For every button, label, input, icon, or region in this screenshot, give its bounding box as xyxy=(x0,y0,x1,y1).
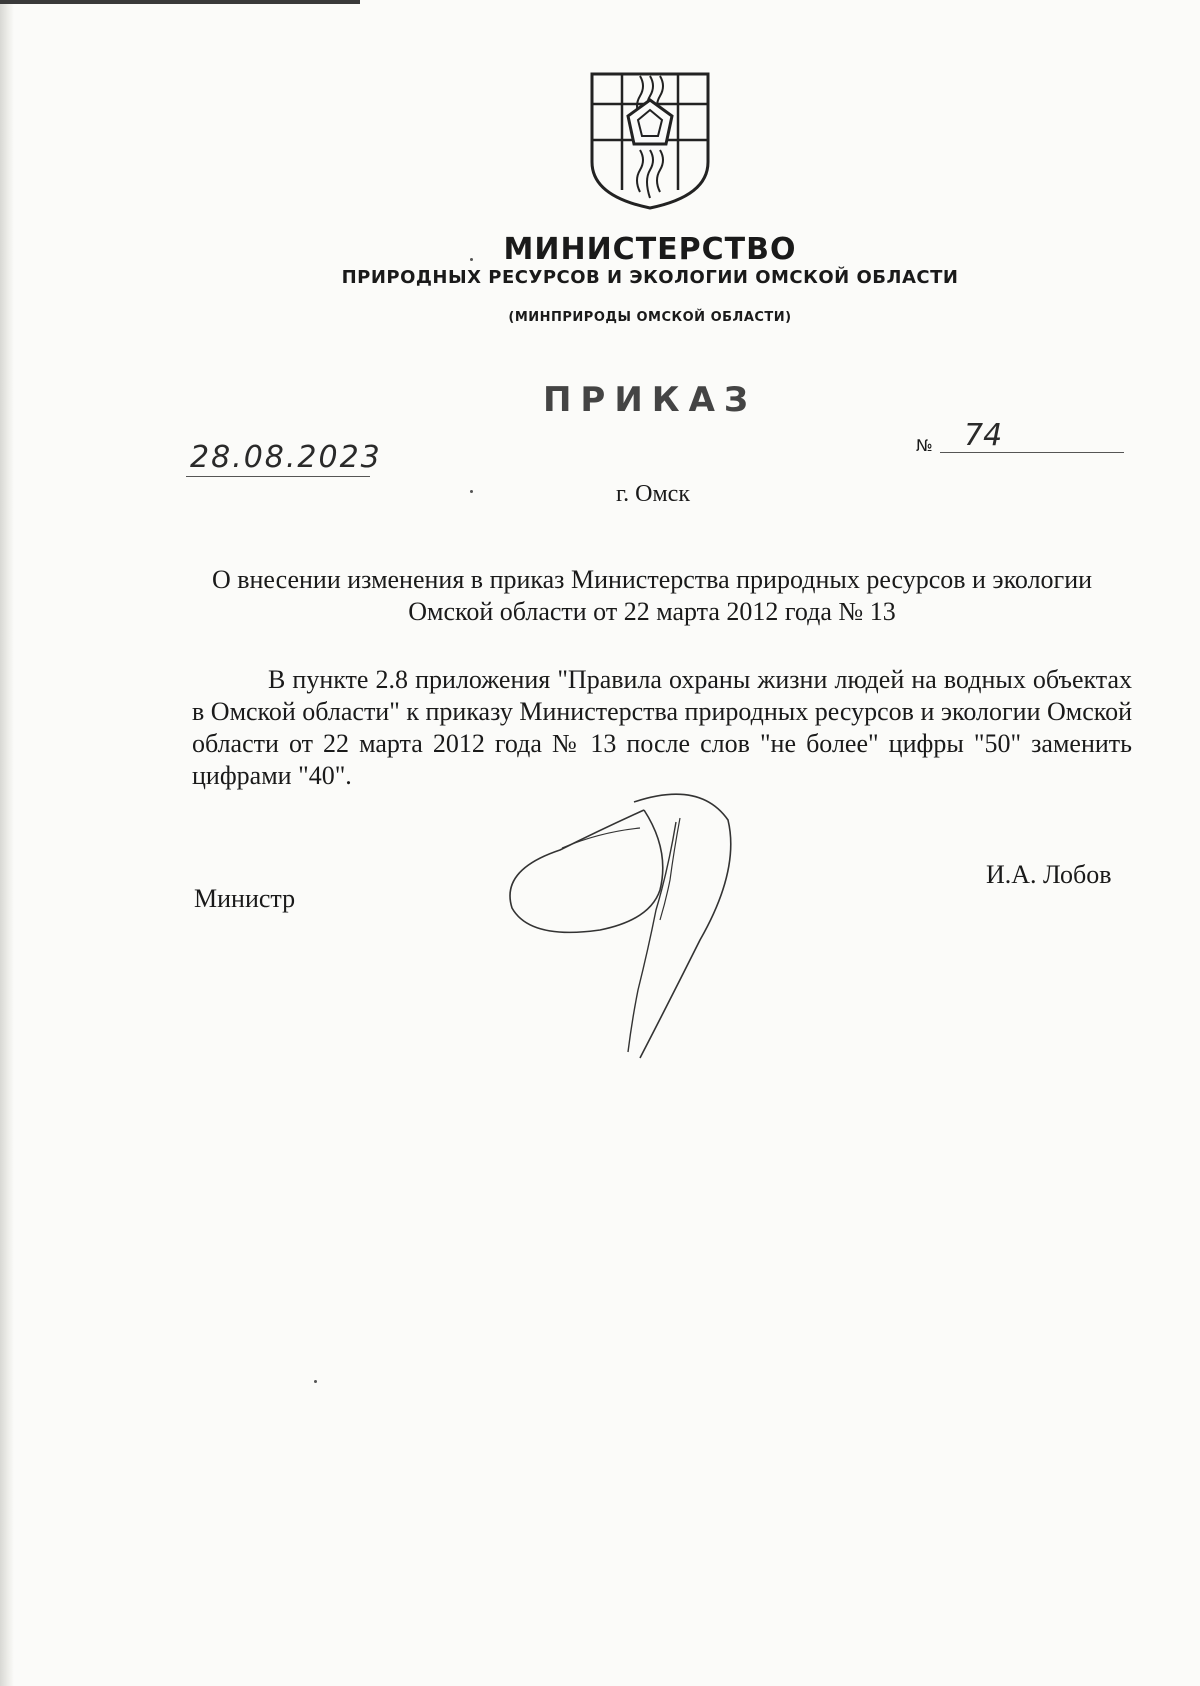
ministry-title: МИНИСТЕРСТВО xyxy=(503,232,797,267)
ministry-subtitle: ПРИРОДНЫХ РЕСУРСОВ И ЭКОЛОГИИ ОМСКОЙ ОБЛАСТИ xyxy=(341,267,959,288)
document-date: 28.08.2023 xyxy=(190,440,382,475)
omsk-coat-of-arms-icon xyxy=(588,70,712,210)
document-subject: О внесении изменения в приказ Министерства природных ресурсов и экологии Омской области от 22 марта 2012 года № 13 xyxy=(211,565,1093,626)
document-body: В пункте 2.8 приложения "Правила охраны жизни людей на водных объектах в Омской области" к приказу Министерства природных ресурсов и экологии Омской области от 22 марта 2012 года № 13 после слов "не более" цифры "50" заменить цифрами "40". xyxy=(192,665,1132,790)
date-underline xyxy=(186,476,370,477)
scan-top-edge xyxy=(0,0,360,4)
document-number: 74 xyxy=(964,418,1003,453)
document-number-label: № xyxy=(916,436,933,455)
signatory-title: Министр xyxy=(194,884,296,913)
number-underline xyxy=(940,452,1124,453)
scan-speck xyxy=(470,258,473,261)
handwritten-signature-icon xyxy=(500,790,750,1070)
signatory-name: И.А. Лобов xyxy=(986,860,1112,889)
document-city: г. Омск xyxy=(616,481,690,507)
scan-speck xyxy=(314,1380,317,1383)
scan-speck xyxy=(470,490,473,493)
ministry-short-name: (МИНПРИРОДЫ ОМСКОЙ ОБЛАСТИ) xyxy=(508,310,792,325)
document-type: ПРИКАЗ xyxy=(542,380,758,420)
